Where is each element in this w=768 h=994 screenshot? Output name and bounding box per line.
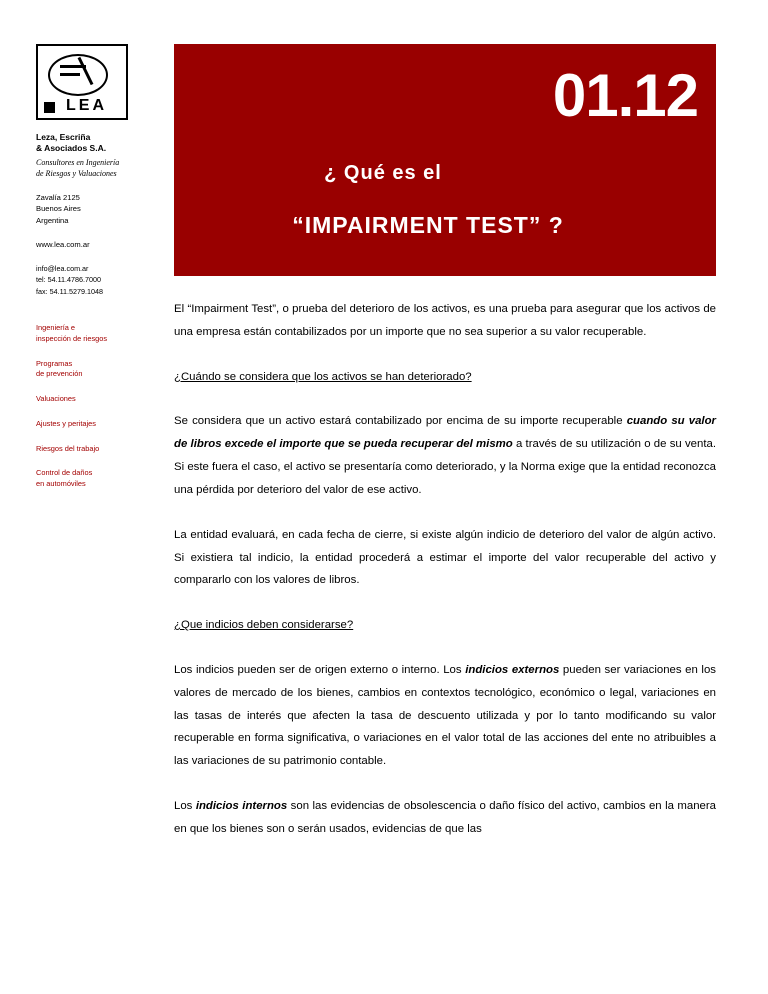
paragraph-4-part-b: son las evidencias de obsolescencia o daño físico del activo, cambios en la manera en que los bienes son o serán usados, evidencias de que las <box>174 800 716 835</box>
company-subtitle <box>36 158 140 180</box>
paragraph-3 <box>174 659 716 773</box>
paragraph-1-emphasis: cuando su valor de libros excede el importe que se pueda recuperar del mismo <box>174 415 716 451</box>
title-banner <box>174 44 716 276</box>
paragraph-3-part-a: Los indicios pueden ser de origen externo o interno. Los <box>174 663 466 676</box>
paragraph-3-emphasis: indicios externos <box>465 663 560 676</box>
paragraph-1 <box>174 410 716 501</box>
banner-title-line2: “IMPAIRMENT TEST” ? <box>292 212 564 238</box>
logo-wordmark: LEA <box>66 97 107 114</box>
contact-phone: tel: 54.11.4786.7000 <box>36 275 102 285</box>
article-body <box>174 298 716 841</box>
contact-fax: fax: 54.11.5279.1048 <box>36 286 104 296</box>
company-subtitle-line2: de Riesgos y Valuaciones <box>36 168 117 178</box>
address-line: Buenos Aires <box>36 204 81 214</box>
service-item-valuaciones[interactable]: Valuaciones <box>36 394 76 404</box>
section-question-1: ¿Cuándo se considera que los activos se han deteriorado? <box>174 370 472 383</box>
paragraph-1-part-a: Se considera que un activo estará contabilizado por encima de su importe recuperable <box>174 415 627 428</box>
company-name-line1: Leza, Escriña <box>36 132 91 142</box>
page-layout <box>34 44 716 863</box>
sidebar <box>34 44 140 504</box>
service-item-riesgos-trabajo[interactable]: Riesgos del trabajo <box>36 443 100 453</box>
company-website[interactable]: www.lea.com.ar <box>36 239 90 249</box>
service-item-ajustes[interactable]: Ajustes y peritajes <box>36 418 96 428</box>
paragraph-4-part-a: Los <box>174 800 196 812</box>
document-number: 01.12 <box>552 62 698 129</box>
service-item-programas[interactable]: Programas de prevención <box>36 358 83 379</box>
paragraph-intro: El “Impairment Test”, o prueba del deterioro de los activos, es una prueba para asegurar que los activos de una empresa están contabilizados por un importe que no sea superior a su valor recuperable. <box>174 303 716 338</box>
paragraph-4 <box>174 795 716 841</box>
main-column <box>140 44 716 863</box>
contact-email[interactable]: info@lea.com.ar <box>36 263 89 273</box>
address-line: Zavalía 2125 <box>36 192 80 202</box>
banner-title-line1: ¿ Qué es el <box>324 162 442 184</box>
paragraph-2: La entidad evaluará, en cada fecha de cierre, si existe algún indicio de deterioro del valor de algún activo. Si existiera tal indicio, la entidad procederá a estimar el importe del valor recuperable del activo y compararlo con los valores de libros. <box>174 528 716 587</box>
company-name <box>36 132 140 155</box>
service-item-ingenieria[interactable]: Ingeniería e inspección de riesgos <box>36 323 108 343</box>
services-list <box>36 323 140 490</box>
paragraph-1-part-b: a través de su utilización o de su venta. Si este fuera el caso, el activo se presentaría como deteriorado, y la Norma exige que la entidad reconozca una pérdida por deterioro del valor de ese activo. <box>174 438 716 496</box>
logo-bar-icon <box>60 73 80 76</box>
company-contact <box>36 263 140 298</box>
company-subtitle-line1: Consultores en Ingeniería <box>36 157 120 167</box>
address-line: Argentina <box>36 216 69 226</box>
service-item-control-danos[interactable]: Control de daños en automóviles <box>36 468 93 489</box>
company-name-line2: & Asociados S.A. <box>36 143 107 154</box>
section-question-2: ¿Que indicios deben considerarse? <box>174 619 354 632</box>
logo-square-icon <box>44 102 55 113</box>
lea-logo <box>36 44 128 120</box>
paragraph-3-part-b: pueden ser variaciones en los valores de mercado de los bienes, cambios en contextos tecnológico, económico o legal, variaciones en las tasas de interés que afecten la tasa de descuento utilizada y por lo tanto modificando su valor recuperable en forma significativa, o variaciones en el valor total de las acciones del ente no atribuibles a las variaciones de su patrimonio contable. <box>174 663 716 768</box>
company-address <box>36 192 140 227</box>
paragraph-4-emphasis: indicios internos <box>195 800 288 812</box>
